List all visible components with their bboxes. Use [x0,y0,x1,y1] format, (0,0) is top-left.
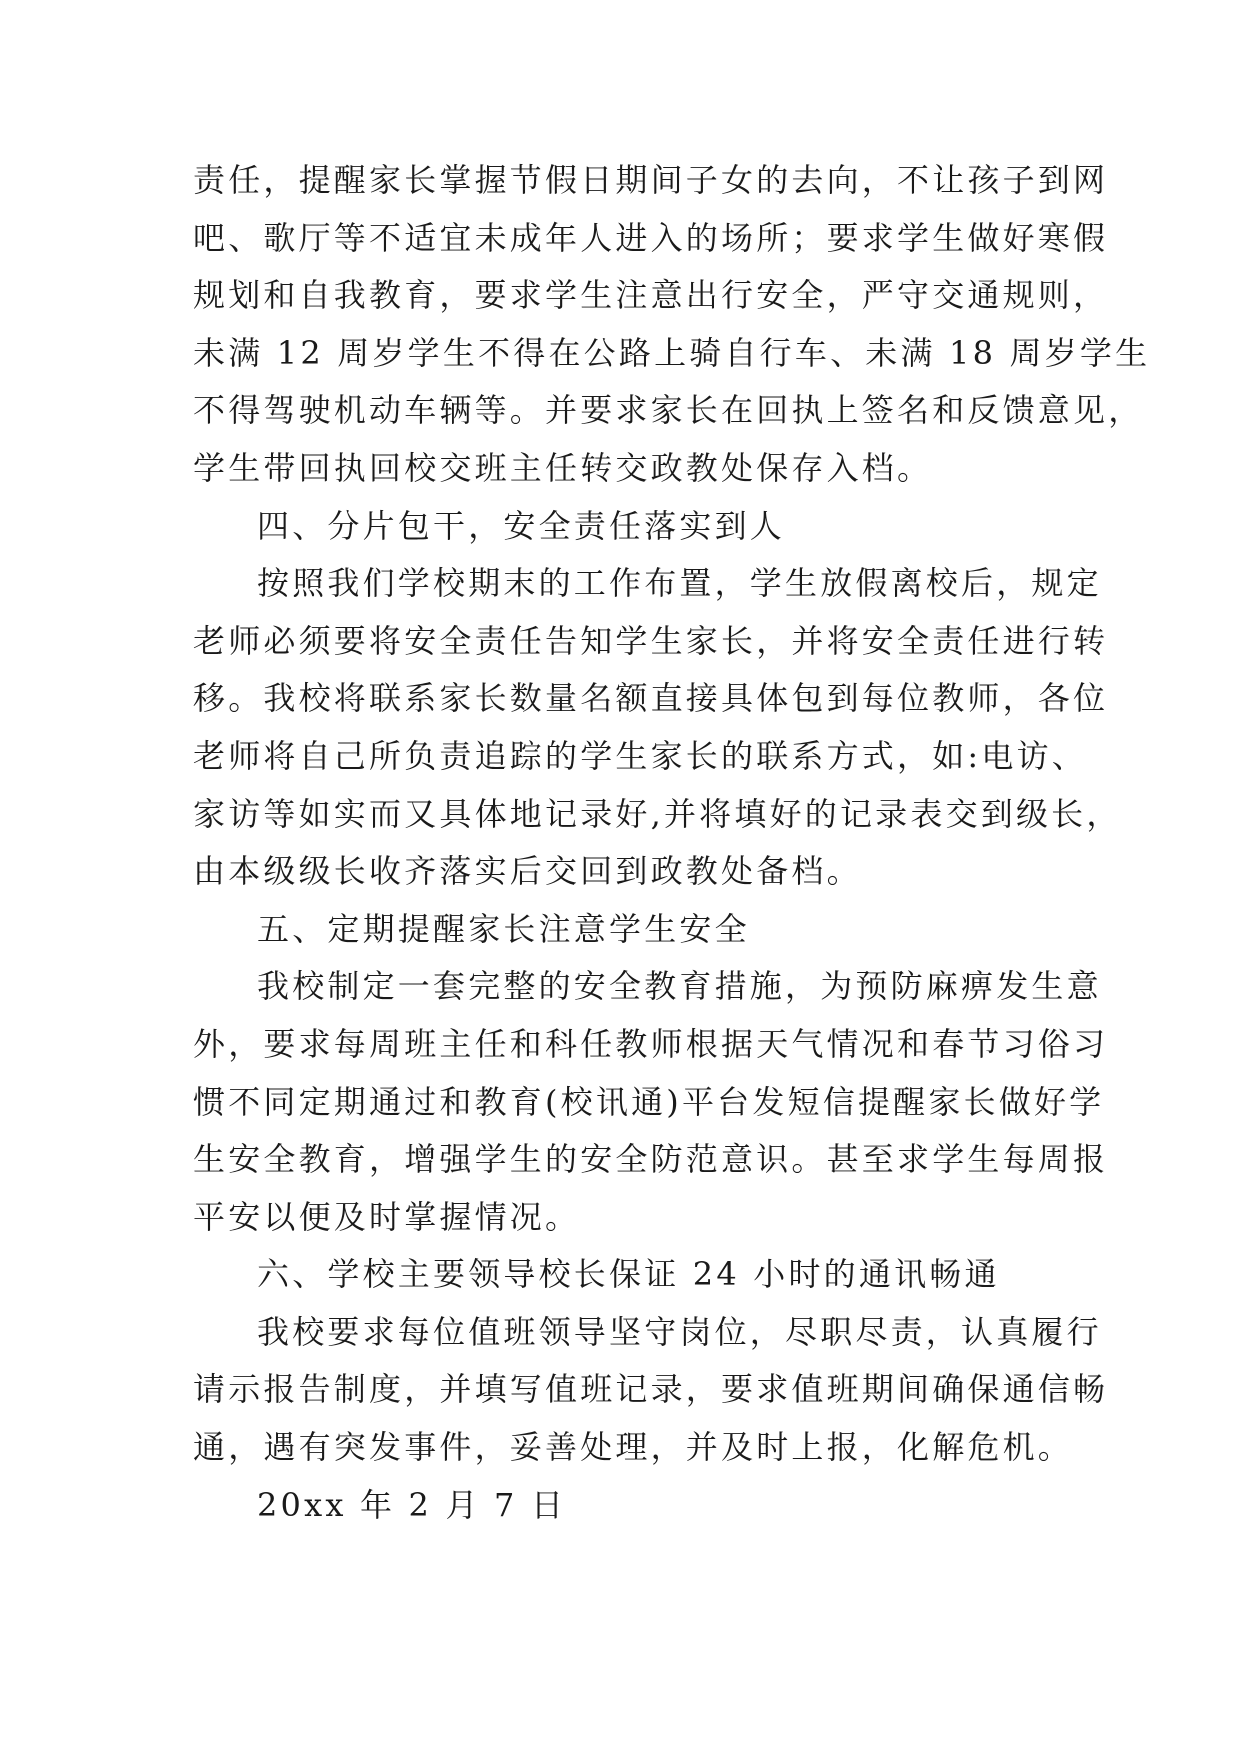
document-line: 外，要求每周班主任和科任教师根据天气情况和春节习俗习 [193,1024,1109,1063]
document-line: 家访等如实而又具体地记录好,并将填好的记录表交到级长， [193,794,1122,833]
document-line: 规划和自我教育，要求学生注意出行安全，严守交通规则， [193,276,1109,315]
document-line: 老师将自己所负责追踪的学生家长的联系方式，如:电访、 [193,736,1087,775]
document-line: 通，遇有突发事件，妥善处理，并及时上报，化解危机。 [193,1428,1074,1467]
document-line: 平安以便及时掌握情况。 [193,1197,581,1236]
document-line: 学生带回执回校交班主任转交政教处保存入档。 [193,448,933,487]
document-body [193,152,1151,1534]
document-line: 我校制定一套完整的安全教育措施，为预防麻痹发生意 [257,967,1102,1006]
document-line: 老师必须要将安全责任告知学生家长，并将安全责任进行转 [193,621,1109,660]
document-line: 四、分片包干，安全责任落实到人 [257,506,786,545]
document-line: 六、学校主要领导校长保证 24 小时的通讯畅通 [257,1255,1000,1294]
document-line: 请示报告制度，并填写值班记录，要求值班期间确保通信畅 [193,1370,1109,1409]
document-line: 惯不同定期通过和教育(校讯通)平台发短信提醒家长做好学 [193,1082,1105,1121]
document-line: 五、定期提醒家长注意学生安全 [257,909,750,948]
document-line: 按照我们学校期末的工作布置，学生放假离校后，规定 [257,564,1102,603]
document-line: 吧、歌厅等不适宜未成年人进入的场所；要求学生做好寒假 [193,218,1109,257]
document-line: 我校要求每位值班领导坚守岗位，尽职尽责，认真履行 [257,1312,1102,1351]
document-line: 未满 12 周岁学生不得在公路上骑自行车、未满 18 周岁学生 [193,333,1151,372]
document-line: 移。我校将联系家长数量名额直接具体包到每位教师，各位 [193,679,1109,718]
document-line: 20xx 年 2 月 7 日 [257,1485,567,1524]
document-line: 不得驾驶机动车辆等。并要求家长在回执上签名和反馈意见， [193,391,1144,430]
document-line: 由本级级长收齐落实后交回到政教处备档。 [193,852,862,891]
document-line: 责任，提醒家长掌握节假日期间子女的去向，不让孩子到网 [193,161,1109,199]
document-line: 生安全教育，增强学生的安全防范意识。甚至求学生每周报 [193,1140,1109,1179]
